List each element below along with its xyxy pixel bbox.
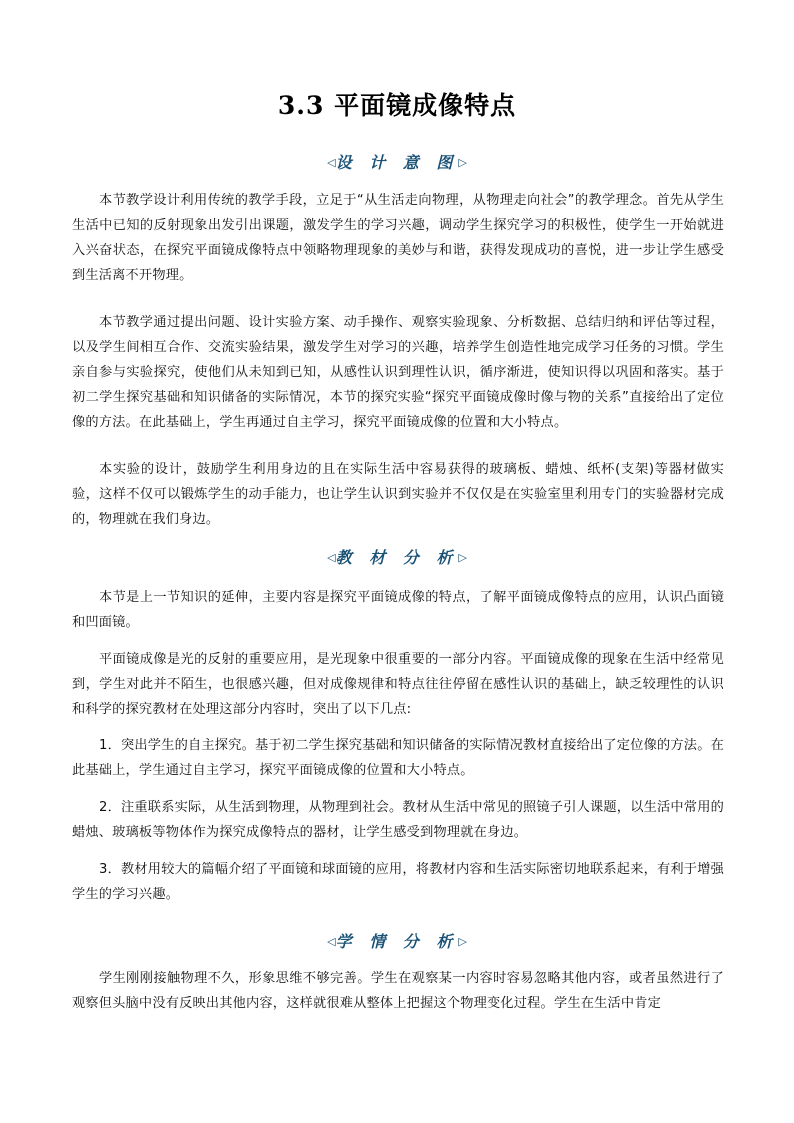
triangle-left-icon: ◁ xyxy=(327,935,336,948)
triangle-right-icon: ▷ xyxy=(458,156,467,169)
page-title: 3.3 平面镜成像特点 xyxy=(277,91,517,120)
section-heading-material xyxy=(0,545,794,568)
triangle-left-icon: ◁ xyxy=(327,156,336,169)
section-heading-label: 设 计 意 图 xyxy=(335,153,459,172)
triangle-right-icon: ▷ xyxy=(458,551,467,564)
section-heading-label: 教 材 分 析 xyxy=(335,548,459,567)
section-heading-design xyxy=(0,150,794,173)
paragraph: 平面镜成像是光的反射的重要应用，是光现象中很重要的一部分内容。平面镜成像的现象在生活中经常见到，学生对此并不陌生，也很感兴趣，但对成像规律和特点往往停留在感性认识的基础上，缺乏较理性的认识和科学的探究教材在处理这部分内容时，突出了以下几点: xyxy=(72,652,724,717)
paragraph: 本实验的设计，鼓励学生利用身边的且在实际生活中容易获得的玻璃板、蜡烛、纸杯(支架)等器材做实验，这样不仅可以锻炼学生的动手能力，也让学生认识到实验并不仅仅是在实验室里利用专门的实验器材完成的，物理就在我们身边。 xyxy=(72,462,724,527)
section-heading-label: 学 情 分 析 xyxy=(335,932,459,951)
triangle-right-icon: ▷ xyxy=(458,935,467,948)
paragraph: 本节教学设计利用传统的教学手段，立足于“从生活走向物理，从物理走向社会”的教学理念。首先从学生生活中已知的反射现象出发引出课题，激发学生的学习兴趣，调动学生探究学习的积极性，使学生一开始就进入兴奋状态，在探究平面镜成像特点中领略物理现象的美妙与和谐，获得发现成功的喜悦，进一步让学生感受到生活离不开物理。 xyxy=(72,193,724,283)
section-heading-student xyxy=(0,929,794,952)
paragraph: 本节是上一节知识的延伸，主要内容是探究平面镜成像的特点，了解平面镜成像特点的应用，认识凸面镜和凹面镜。 xyxy=(72,590,724,630)
paragraph: 学生刚刚接触物理不久，形象思维不够完善。学生在观察某一内容时容易忽略其他内容，或者虽然进行了观察但头脑中没有反映出其他内容，这样就很难从整体上把握这个物理变化过程。学生在生活中肯定 xyxy=(72,971,724,1011)
paragraph: 2．注重联系实际，从生活到物理，从物理到社会。教材从生活中常见的照镜子引人课题，以生活中常用的蜡烛、玻璃板等物体作为探究成像特点的器材，让学生感受到物理就在身边。 xyxy=(72,800,724,840)
paragraph: 本节教学通过提出问题、设计实验方案、动手操作、观察实验现象、分析数据、总结归纳和评估等过程，以及学生间相互合作、交流实验结果，激发学生对学习的兴趣，培养学生创造性地完成学习任务的习惯。学生亲自参与实验探究，使他们从未知到已知，从感性认识到理性认识，循序渐进，使知识得以巩固和落实。基于初二学生探究基础和知识储备的实际情况，本节的探究实验“探究平面镜成像时像与物的关系”直接给出了定位像的方法。在此基础上，学生再通过自主学习，探究平面镜成像的位置和大小特点。 xyxy=(72,315,724,430)
paragraph: 3．教材用较大的篇幅介绍了平面镜和球面镜的应用，将教材内容和生活实际密切地联系起来，有利于增强学生的学习兴趣。 xyxy=(72,862,724,902)
triangle-left-icon: ◁ xyxy=(327,551,336,564)
paragraph: 1．突出学生的自主探究。基于初二学生探究基础和知识储备的实际情况教材直接给出了定位像的方法。在此基础上，学生通过自主学习，探究平面镜成像的位置和大小特点。 xyxy=(72,738,724,778)
